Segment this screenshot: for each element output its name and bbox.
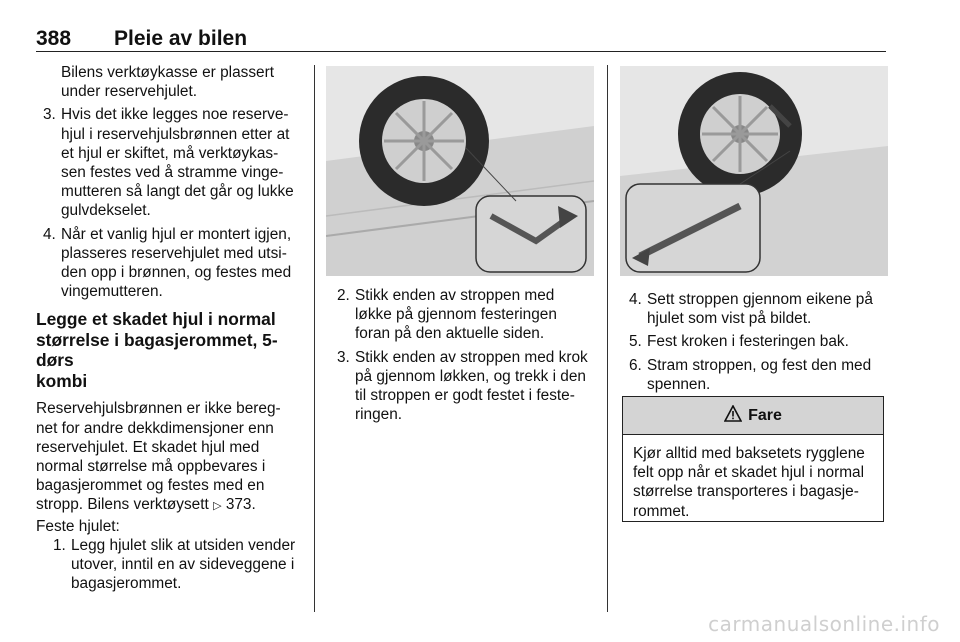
text-line: foran på den aktuelle siden.: [355, 325, 545, 343]
warning-box: [622, 396, 884, 522]
text-line: ringen.: [355, 406, 403, 424]
text-line: bagasjerommet.: [71, 575, 182, 593]
heading-line: størrelse i bagasjerommet, 5-dørs: [36, 329, 278, 371]
list-item: [36, 225, 302, 302]
text-line: til stroppen er godt festet i feste-: [355, 387, 575, 405]
list-item: [36, 105, 302, 220]
text-line: Stikk enden av stroppen med krok: [355, 348, 588, 366]
text-line: gulvdekselet.: [61, 202, 151, 220]
text-line: sen festes ved å stramme vinge-: [61, 164, 284, 182]
column-2: [330, 286, 596, 424]
heading-line: kombi: [36, 370, 88, 391]
section-heading: [36, 309, 302, 391]
warning-title: Fare: [748, 406, 782, 424]
text-line: den opp i brønnen, og festes med: [61, 264, 292, 282]
text-line: [36, 495, 302, 516]
text-line: Hvis det ikke legges noe reserve-: [61, 106, 289, 124]
text-line: felt opp når et skadet hjul i normal: [633, 464, 864, 482]
text-line: hjul i reservehjulsbrønnen etter at: [61, 125, 290, 143]
list-number: 2.: [337, 287, 350, 304]
text-line: Reservehjulsbrønnen er ikke bereg-: [36, 400, 281, 418]
column-divider: [607, 65, 608, 612]
text-line: utover, inntil en av sideveggene i: [71, 556, 295, 574]
page-reference-link[interactable]: [222, 496, 256, 513]
text-line: Kjør alltid med baksetets rygglene: [633, 445, 865, 462]
text-line: på gjennom løkken, og trekk i den: [355, 367, 586, 385]
list-item: [330, 348, 596, 425]
text-line: reservehjulet. Et skadet hjul med: [36, 438, 260, 456]
text-line: Fest kroken i festeringen bak.: [647, 333, 849, 351]
text-line: Feste hjulet:: [36, 517, 120, 535]
page-title: Pleie av bilen: [114, 27, 248, 50]
list-item: [46, 536, 302, 594]
text-line: størrelse transporteres i bagasje-: [633, 483, 859, 501]
text-line: normal størrelse må oppbevares i: [36, 458, 266, 476]
wheel-fastening-illustration: [620, 66, 888, 276]
text-line: vingemutteren.: [61, 283, 163, 301]
list-number: 5.: [629, 333, 642, 351]
list-item: [622, 290, 888, 328]
text-line: løkke på gjennom festeringen: [355, 306, 557, 324]
text-line: Bilens verktøykasse er plassert: [61, 64, 274, 81]
watermark: carmanualsonline.info: [708, 612, 940, 636]
list-number: 4.: [629, 291, 642, 308]
text-line: Legg hjulet slik at utsiden vender: [71, 536, 296, 554]
column-3: [622, 290, 888, 394]
page-header: [36, 27, 886, 52]
list-item: [622, 332, 888, 351]
body-paragraph: [36, 399, 302, 535]
list-number: 6.: [629, 356, 642, 374]
text-line: Når et vanlig hjul er montert igjen,: [61, 225, 292, 243]
column-divider: [314, 65, 315, 612]
text-line: Stram stroppen, og fest den med: [647, 356, 872, 374]
column-1: [36, 63, 302, 593]
text-line: spennen.: [647, 375, 711, 393]
list-number: 1.: [53, 536, 66, 554]
intro-text: [36, 63, 302, 101]
text-line: et hjul er skiftet, må verktøykas-: [61, 144, 279, 162]
text-span: stropp. Bilens verktøysett: [36, 496, 214, 514]
text-line: hjulet som vist på bildet.: [647, 310, 812, 328]
spare-wheel-strap-illustration: [326, 66, 594, 276]
triangle-right-icon: ▷: [213, 500, 222, 513]
text-line: rommet.: [633, 502, 690, 520]
list-number: 3.: [43, 106, 56, 124]
warning-header: [623, 397, 883, 435]
text-line: under reservehjulet.: [61, 83, 198, 101]
text-line: Sett stroppen gjennom eikene på: [647, 291, 873, 308]
warning-triangle-icon: [724, 405, 742, 427]
text-line: mutteren så langt det går og lukke: [61, 183, 294, 201]
list-number: 3.: [337, 348, 350, 366]
text-line: bagasjerommet og festes med en: [36, 477, 265, 495]
text-line: Stikk enden av stroppen med: [355, 287, 555, 304]
list-item: [622, 356, 888, 394]
text-line: plasseres reservehjulet med utsi-: [61, 244, 287, 262]
warning-text: [623, 435, 883, 521]
list-item: [330, 286, 596, 344]
list-number: 4.: [43, 225, 56, 243]
page-ref[interactable]: 373.: [225, 496, 256, 514]
page-number: 388: [36, 27, 72, 50]
text-line: net for andre dekkdimensjoner enn: [36, 419, 274, 437]
heading-line: Legge et skadet hjul i normal: [36, 309, 276, 330]
